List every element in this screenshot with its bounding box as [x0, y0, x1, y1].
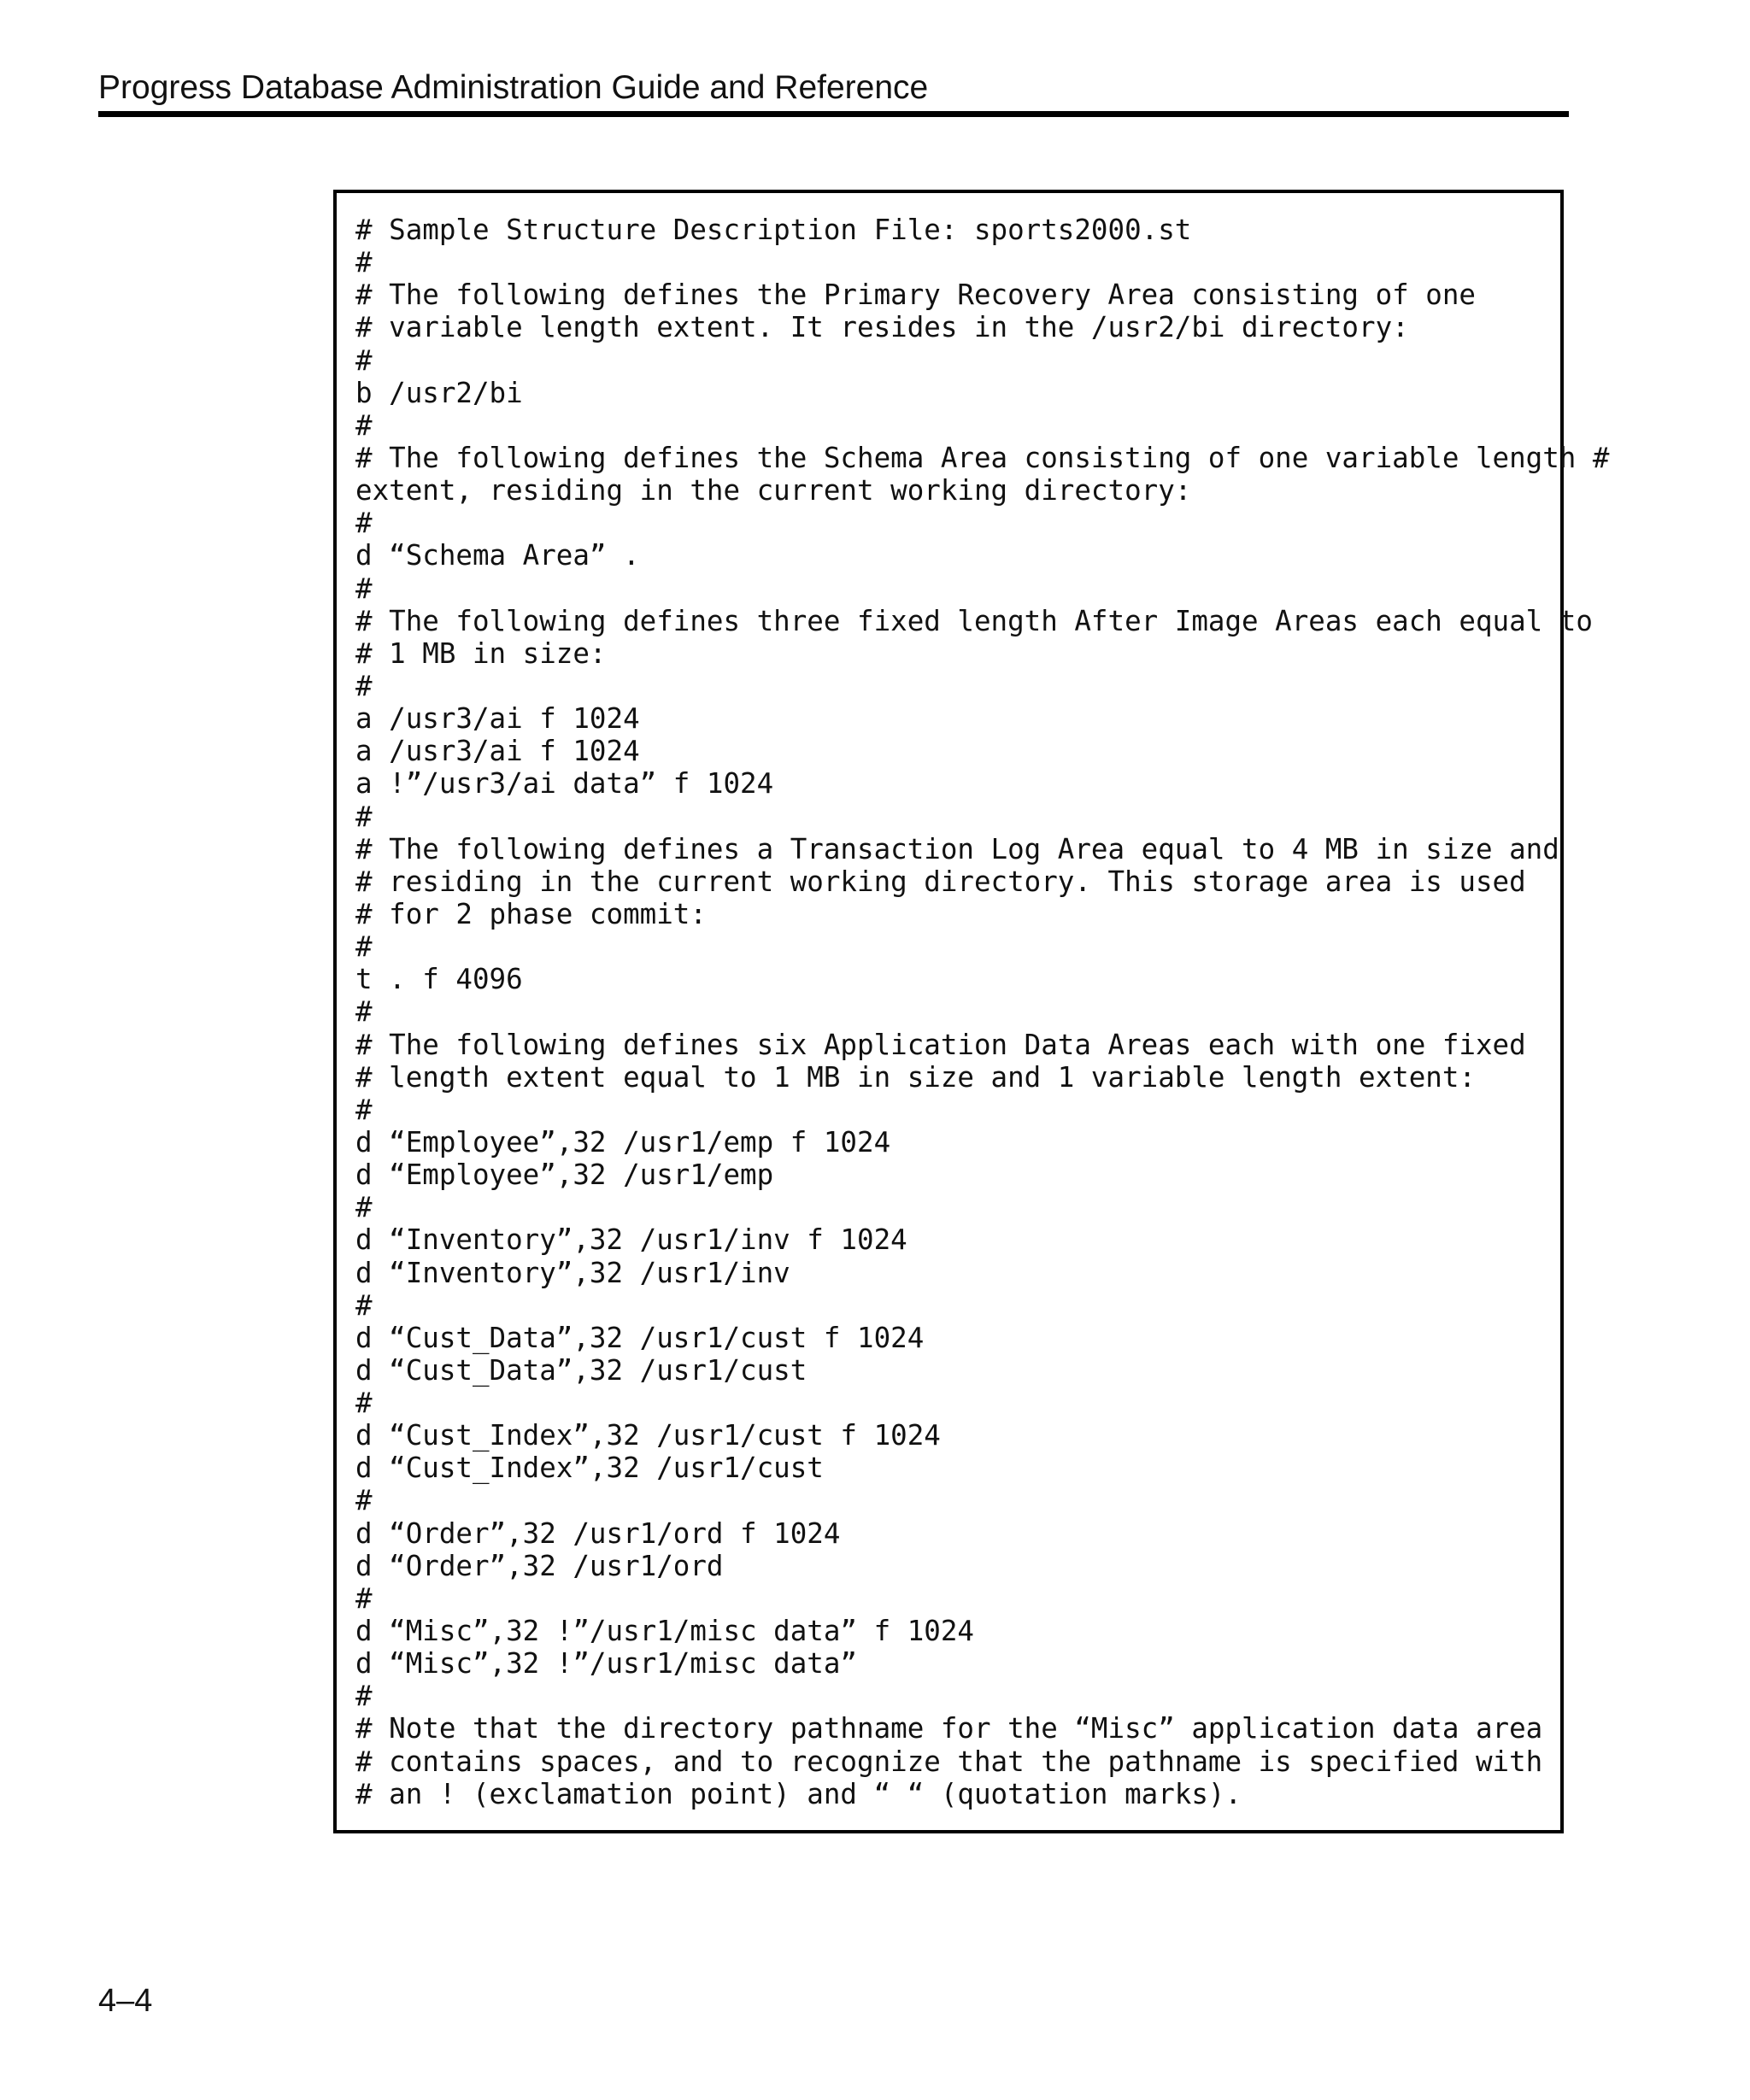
code-line: # residing in the current working directory. This storage area is used: [355, 865, 1526, 898]
code-line: extent, residing in the current working directory:: [355, 474, 1192, 507]
code-line: #: [355, 1288, 373, 1322]
code-line: # The following defines the Schema Area consisting of one variable length #: [355, 441, 1610, 474]
code-line: d “Order”,32 /usr1/ord f 1024: [355, 1516, 841, 1550]
code-line: d “Inventory”,32 /usr1/inv f 1024: [355, 1223, 907, 1257]
code-line: #: [355, 408, 373, 442]
code-line: #: [355, 343, 373, 377]
code-line: d “Cust_Index”,32 /usr1/cust: [355, 1452, 824, 1485]
code-line: b /usr2/bi: [355, 376, 523, 409]
code-line: #: [355, 1581, 373, 1615]
code-line: #: [355, 995, 373, 1029]
code-line: #: [355, 800, 373, 833]
code-line: # contains spaces, and to recognize that the pathname is specified with: [355, 1745, 1543, 1778]
code-line: # length extent equal to 1 MB in size and 1 variable length extent:: [355, 1060, 1476, 1094]
code-line: d “Employee”,32 /usr1/emp: [355, 1159, 774, 1192]
code-line: #: [355, 1484, 373, 1517]
code-line: # variable length extent. It resides in the /usr2/bi directory:: [355, 311, 1409, 344]
code-line: d “Schema Area” .: [355, 539, 640, 572]
code-line: a /usr3/ai f 1024: [355, 735, 640, 768]
code-line: d “Misc”,32 !”/usr1/misc data” f 1024: [355, 1615, 974, 1648]
code-line: d “Misc”,32 !”/usr1/misc data”: [355, 1647, 857, 1681]
code-line: a /usr3/ai f 1024: [355, 702, 640, 736]
code-line: d “Cust_Data”,32 /usr1/cust f 1024: [355, 1321, 925, 1354]
code-line: #: [355, 507, 373, 540]
code-listing-box: [333, 190, 1610, 1833]
code-line: d “Order”,32 /usr1/ord: [355, 1549, 724, 1582]
code-line: #: [355, 1093, 373, 1126]
code-line: t . f 4096: [355, 963, 523, 996]
code-line: #: [355, 669, 373, 702]
code-line: # The following defines six Application Data Areas each with one fixed: [355, 1028, 1526, 1061]
code-line: d “Cust_Data”,32 /usr1/cust: [355, 1353, 807, 1387]
code-line: # Sample Structure Description File: sports2000.st: [355, 214, 1192, 246]
page-number: 4–4: [98, 1983, 153, 2019]
code-line: # The following defines the Primary Recovery Area consisting of one: [355, 279, 1476, 312]
code-line: #: [355, 1191, 373, 1224]
code-line: # The following defines three fixed length After Image Areas each equal to: [355, 604, 1593, 637]
running-header-title: Progress Database Administration Guide and Reference: [98, 69, 929, 106]
code-line: #: [355, 572, 373, 605]
code-listing: [355, 214, 1610, 1810]
code-line: #: [355, 1387, 373, 1420]
code-line: d “Cust_Index”,32 /usr1/cust f 1024: [355, 1419, 941, 1452]
code-line: d “Inventory”,32 /usr1/inv: [355, 1256, 790, 1289]
code-line: # for 2 phase commit:: [355, 897, 707, 930]
code-line: # an ! (exclamation point) and “ “ (quotation marks).: [355, 1777, 1242, 1810]
header-rule: [98, 111, 1569, 117]
code-line: # 1 MB in size:: [355, 636, 607, 670]
code-line: #: [355, 246, 373, 279]
code-line: # Note that the directory pathname for the “Misc” application data area: [355, 1712, 1543, 1745]
code-line: # The following defines a Transaction Log Area equal to 4 MB in size and: [355, 832, 1559, 865]
code-line: #: [355, 930, 373, 964]
code-line: a !”/usr3/ai data” f 1024: [355, 767, 774, 801]
code-line: #: [355, 1680, 373, 1713]
code-line: d “Employee”,32 /usr1/emp f 1024: [355, 1125, 891, 1159]
